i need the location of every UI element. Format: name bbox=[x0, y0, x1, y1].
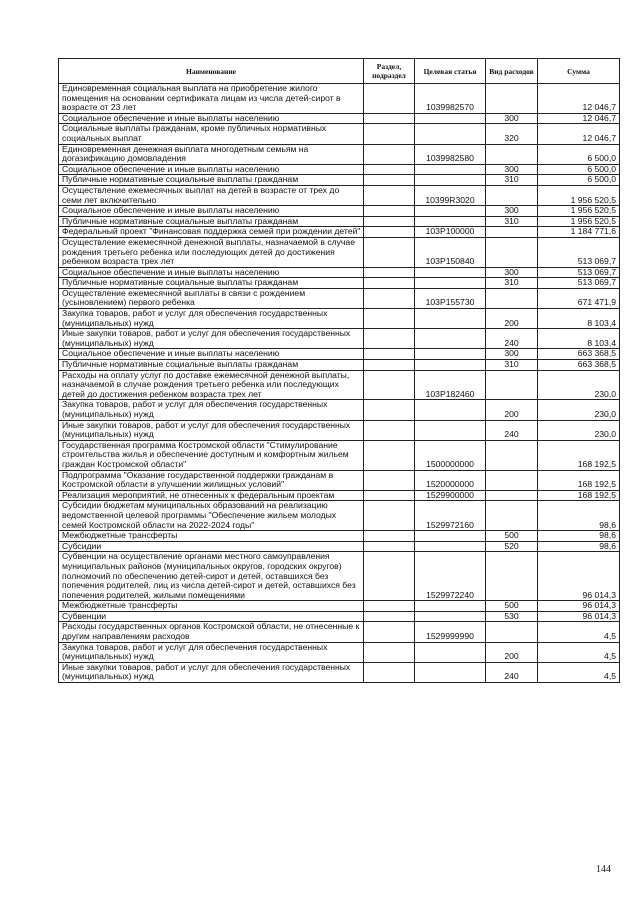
cell-target: 1529972240 bbox=[415, 552, 486, 601]
cell-section bbox=[364, 84, 415, 114]
cell-target bbox=[415, 400, 486, 420]
table-row bbox=[59, 84, 620, 114]
table-row bbox=[59, 531, 620, 542]
cell-name: Закупка товаров, работ и услуг для обеспечения государственных (муниципальных) нужд bbox=[59, 400, 364, 420]
table-row bbox=[59, 420, 620, 440]
header-name: Наименование bbox=[59, 59, 364, 84]
cell-sum: 98,6 bbox=[538, 541, 620, 552]
table-row bbox=[59, 622, 620, 642]
cell-kind: 240 bbox=[486, 329, 538, 349]
cell-sum: 96 014,3 bbox=[538, 552, 620, 601]
table-row bbox=[59, 227, 620, 238]
cell-sum: 1 956 520,5 bbox=[538, 185, 620, 205]
table-row bbox=[59, 360, 620, 371]
cell-sum: 168 192,5 bbox=[538, 490, 620, 501]
cell-section bbox=[364, 501, 415, 531]
cell-kind bbox=[486, 490, 538, 501]
cell-section bbox=[364, 206, 415, 217]
budget-table-sheet bbox=[58, 58, 619, 683]
header-target: Целевая статья bbox=[415, 59, 486, 84]
cell-sum: 1 184 771,6 bbox=[538, 227, 620, 238]
cell-target bbox=[415, 349, 486, 360]
cell-name: Социальное обеспечение и иные выплаты населению bbox=[59, 206, 364, 217]
cell-kind: 300 bbox=[486, 113, 538, 124]
table-row bbox=[59, 237, 620, 267]
table-row bbox=[59, 113, 620, 124]
cell-kind: 200 bbox=[486, 642, 538, 662]
cell-section bbox=[364, 440, 415, 470]
cell-target bbox=[415, 175, 486, 186]
cell-section bbox=[364, 278, 415, 289]
table-row bbox=[59, 185, 620, 205]
cell-sum: 6 500,0 bbox=[538, 144, 620, 164]
cell-sum: 96 014,3 bbox=[538, 611, 620, 622]
cell-name: Субсидии бюджетам муниципальных образований на реализацию ведомственной целевой программы "Обеспечение жильем молодых семей Костромской области на 2022-2024 годы" bbox=[59, 501, 364, 531]
cell-target bbox=[415, 420, 486, 440]
cell-section bbox=[364, 237, 415, 267]
cell-kind bbox=[486, 237, 538, 267]
cell-sum: 230,0 bbox=[538, 370, 620, 400]
cell-target bbox=[415, 267, 486, 278]
cell-kind: 300 bbox=[486, 267, 538, 278]
cell-section bbox=[364, 622, 415, 642]
cell-kind: 240 bbox=[486, 420, 538, 440]
cell-kind: 300 bbox=[486, 349, 538, 360]
cell-kind bbox=[486, 288, 538, 308]
cell-sum: 168 192,5 bbox=[538, 470, 620, 490]
table-header-row bbox=[59, 59, 620, 84]
cell-name: Социальные выплаты гражданам, кроме публичных нормативных социальных выплат bbox=[59, 124, 364, 144]
cell-section bbox=[364, 267, 415, 278]
cell-sum: 4,5 bbox=[538, 642, 620, 662]
cell-kind bbox=[486, 144, 538, 164]
cell-target bbox=[415, 206, 486, 217]
cell-target bbox=[415, 278, 486, 289]
cell-name: Осуществление ежемесячных выплат на детей в возрасте от трех до семи лет включительно bbox=[59, 185, 364, 205]
cell-target bbox=[415, 309, 486, 329]
cell-kind: 520 bbox=[486, 541, 538, 552]
cell-sum: 8 103,4 bbox=[538, 309, 620, 329]
cell-section bbox=[364, 531, 415, 542]
table-row bbox=[59, 175, 620, 186]
cell-name: Публичные нормативные социальные выплаты гражданам bbox=[59, 175, 364, 186]
cell-name: Расходы на оплату услуг по доставке ежемесячной денежной выплаты, назначаемой в случае рождения третьего ребенка или последующих детей до достижения ребенком возраста трех лет bbox=[59, 370, 364, 400]
table-row bbox=[59, 370, 620, 400]
cell-sum: 513 069,7 bbox=[538, 237, 620, 267]
cell-target bbox=[415, 113, 486, 124]
table-body bbox=[59, 84, 620, 683]
cell-name: Субсидии bbox=[59, 541, 364, 552]
cell-section bbox=[364, 360, 415, 371]
cell-kind bbox=[486, 552, 538, 601]
cell-section bbox=[364, 349, 415, 360]
cell-name: Иные закупки товаров, работ и услуг для обеспечения государственных (муниципальных) нужд bbox=[59, 662, 364, 682]
cell-sum: 98,6 bbox=[538, 501, 620, 531]
cell-name: Единовременная денежная выплата многодетным семьям на догазификацию домовладения bbox=[59, 144, 364, 164]
cell-section bbox=[364, 227, 415, 238]
cell-sum: 1 956 520,5 bbox=[538, 216, 620, 227]
cell-name: Субвенции на осуществление органами местного самоуправления муниципальных районов (муниципальных округов, городских округов) полномочий по обеспечению детей-сирот и детей, оставшихся без попечения родителей, лиц из числа детей-сирот и детей, оставшихся без попечения родителей, жилыми помещениями bbox=[59, 552, 364, 601]
cell-name: Расходы государственных органов Костромской области, не отнесенные к другим направлениям расходов bbox=[59, 622, 364, 642]
cell-sum: 12 046,7 bbox=[538, 124, 620, 144]
cell-section bbox=[364, 144, 415, 164]
cell-sum: 96 014,3 bbox=[538, 601, 620, 612]
cell-target bbox=[415, 662, 486, 682]
cell-section bbox=[364, 216, 415, 227]
cell-kind bbox=[486, 84, 538, 114]
cell-target bbox=[415, 531, 486, 542]
table-row bbox=[59, 440, 620, 470]
table-row bbox=[59, 501, 620, 531]
cell-kind bbox=[486, 227, 538, 238]
cell-name: Социальное обеспечение и иные выплаты населению bbox=[59, 267, 364, 278]
cell-target: 1500000000 bbox=[415, 440, 486, 470]
cell-name: Реализация мероприятий, не отнесенных к федеральным проектам bbox=[59, 490, 364, 501]
cell-target: 103P155730 bbox=[415, 288, 486, 308]
cell-section bbox=[364, 490, 415, 501]
cell-sum: 513 069,7 bbox=[538, 267, 620, 278]
cell-kind: 500 bbox=[486, 601, 538, 612]
cell-section bbox=[364, 113, 415, 124]
cell-section bbox=[364, 642, 415, 662]
cell-target: 1520000000 bbox=[415, 470, 486, 490]
cell-kind: 310 bbox=[486, 175, 538, 186]
cell-name: Социальное обеспечение и иные выплаты населению bbox=[59, 113, 364, 124]
cell-name: Федеральный проект "Финансовая поддержка семей при рождении детей" bbox=[59, 227, 364, 238]
cell-target: 103P150840 bbox=[415, 237, 486, 267]
cell-name: Единовременная социальная выплата на приобретение жилого помещения на основании сертификата лицам из числа детей-сирот в возрасте от 23 лет bbox=[59, 84, 364, 114]
table-row bbox=[59, 662, 620, 682]
cell-section bbox=[364, 611, 415, 622]
cell-section bbox=[364, 552, 415, 601]
cell-target bbox=[415, 642, 486, 662]
table-row bbox=[59, 329, 620, 349]
table-row bbox=[59, 309, 620, 329]
cell-section bbox=[364, 662, 415, 682]
table-row bbox=[59, 490, 620, 501]
cell-target: 1529972160 bbox=[415, 501, 486, 531]
cell-section bbox=[364, 185, 415, 205]
table-row bbox=[59, 164, 620, 175]
cell-kind bbox=[486, 440, 538, 470]
cell-sum: 4,5 bbox=[538, 622, 620, 642]
table-row bbox=[59, 216, 620, 227]
cell-name: Субвенции bbox=[59, 611, 364, 622]
table-row bbox=[59, 267, 620, 278]
cell-sum: 12 046,7 bbox=[538, 84, 620, 114]
cell-sum: 12 046,7 bbox=[538, 113, 620, 124]
cell-sum: 8 103,4 bbox=[538, 329, 620, 349]
cell-name: Иные закупки товаров, работ и услуг для обеспечения государственных (муниципальных) нужд bbox=[59, 420, 364, 440]
cell-target bbox=[415, 216, 486, 227]
table-row bbox=[59, 349, 620, 360]
cell-kind: 500 bbox=[486, 531, 538, 542]
cell-sum: 230,0 bbox=[538, 420, 620, 440]
table-row bbox=[59, 541, 620, 552]
cell-name: Закупка товаров, работ и услуг для обеспечения государственных (муниципальных) нужд bbox=[59, 642, 364, 662]
cell-kind: 200 bbox=[486, 309, 538, 329]
cell-kind: 530 bbox=[486, 611, 538, 622]
cell-target bbox=[415, 541, 486, 552]
cell-target: 1039982580 bbox=[415, 144, 486, 164]
cell-kind: 240 bbox=[486, 662, 538, 682]
cell-name: Социальное обеспечение и иные выплаты населению bbox=[59, 164, 364, 175]
cell-kind: 320 bbox=[486, 124, 538, 144]
cell-target: 1529999990 bbox=[415, 622, 486, 642]
cell-sum: 168 192,5 bbox=[538, 440, 620, 470]
cell-target bbox=[415, 360, 486, 371]
cell-target: 1529900000 bbox=[415, 490, 486, 501]
table-row bbox=[59, 642, 620, 662]
cell-section bbox=[364, 164, 415, 175]
table-row bbox=[59, 288, 620, 308]
cell-sum: 513 069,7 bbox=[538, 278, 620, 289]
table-row bbox=[59, 470, 620, 490]
cell-name: Публичные нормативные социальные выплаты гражданам bbox=[59, 278, 364, 289]
cell-kind: 310 bbox=[486, 216, 538, 227]
cell-sum: 671 471,9 bbox=[538, 288, 620, 308]
cell-kind: 310 bbox=[486, 360, 538, 371]
cell-name: Социальное обеспечение и иные выплаты населению bbox=[59, 349, 364, 360]
table-row bbox=[59, 206, 620, 217]
cell-name: Межбюджетные трансферты bbox=[59, 531, 364, 542]
cell-kind: 300 bbox=[486, 164, 538, 175]
table-row bbox=[59, 611, 620, 622]
cell-target: 10399R3020 bbox=[415, 185, 486, 205]
cell-name: Осуществление ежемесячной выплаты в связи с рождением (усыновлением) первого ребенка bbox=[59, 288, 364, 308]
page-number: 144 bbox=[596, 864, 611, 875]
cell-section bbox=[364, 329, 415, 349]
table-row bbox=[59, 278, 620, 289]
cell-section bbox=[364, 470, 415, 490]
cell-section bbox=[364, 541, 415, 552]
cell-section bbox=[364, 420, 415, 440]
cell-target: 103P100000 bbox=[415, 227, 486, 238]
cell-sum: 4,5 bbox=[538, 662, 620, 682]
budget-table bbox=[58, 58, 620, 683]
cell-name: Закупка товаров, работ и услуг для обеспечения государственных (муниципальных) нужд bbox=[59, 309, 364, 329]
cell-kind: 310 bbox=[486, 278, 538, 289]
cell-sum: 663 368,5 bbox=[538, 360, 620, 371]
cell-section bbox=[364, 175, 415, 186]
header-kind: Вид расходов bbox=[486, 59, 538, 84]
cell-section bbox=[364, 370, 415, 400]
table-row bbox=[59, 400, 620, 420]
cell-target bbox=[415, 601, 486, 612]
cell-sum: 230,0 bbox=[538, 400, 620, 420]
cell-kind: 300 bbox=[486, 206, 538, 217]
cell-section bbox=[364, 309, 415, 329]
cell-section bbox=[364, 288, 415, 308]
cell-target: 1039982570 bbox=[415, 84, 486, 114]
header-sum: Сумма bbox=[538, 59, 620, 84]
table-row bbox=[59, 124, 620, 144]
cell-kind bbox=[486, 185, 538, 205]
cell-name: Государственная программа Костромской области "Стимулирование строительства жилья и обеспечение доступным и комфортным жильем граждан Костромской области" bbox=[59, 440, 364, 470]
cell-target: 103P182460 bbox=[415, 370, 486, 400]
cell-section bbox=[364, 400, 415, 420]
cell-target bbox=[415, 164, 486, 175]
table-row bbox=[59, 601, 620, 612]
cell-target bbox=[415, 611, 486, 622]
cell-sum: 6 500,0 bbox=[538, 175, 620, 186]
cell-kind bbox=[486, 370, 538, 400]
cell-sum: 98,6 bbox=[538, 531, 620, 542]
table-row bbox=[59, 144, 620, 164]
table-row bbox=[59, 552, 620, 601]
cell-target bbox=[415, 124, 486, 144]
cell-section bbox=[364, 124, 415, 144]
cell-sum: 1 956 520,5 bbox=[538, 206, 620, 217]
cell-name: Иные закупки товаров, работ и услуг для обеспечения государственных (муниципальных) нужд bbox=[59, 329, 364, 349]
cell-kind: 200 bbox=[486, 400, 538, 420]
cell-kind bbox=[486, 501, 538, 531]
header-section: Раздел, подраздел bbox=[364, 59, 415, 84]
cell-name: Подпрограмма "Оказание государственной поддержки гражданам в Костромской области в улучшении жилищных условий" bbox=[59, 470, 364, 490]
cell-name: Межбюджетные трансферты bbox=[59, 601, 364, 612]
cell-target bbox=[415, 329, 486, 349]
cell-name: Публичные нормативные социальные выплаты гражданам bbox=[59, 360, 364, 371]
cell-kind bbox=[486, 470, 538, 490]
cell-name: Осуществление ежемесячной денежной выплаты, назначаемой в случае рождения третьего ребенка или последующих детей до достижения ребенком возраста трех лет bbox=[59, 237, 364, 267]
cell-sum: 6 500,0 bbox=[538, 164, 620, 175]
cell-sum: 663 368,5 bbox=[538, 349, 620, 360]
cell-name: Публичные нормативные социальные выплаты гражданам bbox=[59, 216, 364, 227]
cell-section bbox=[364, 601, 415, 612]
cell-kind bbox=[486, 622, 538, 642]
